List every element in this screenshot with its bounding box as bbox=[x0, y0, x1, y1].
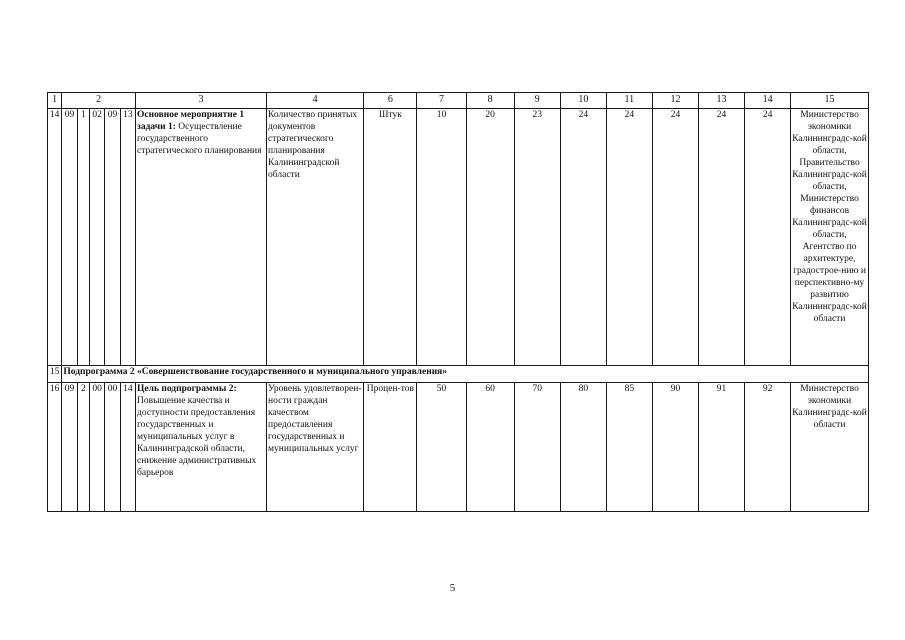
header-cell: 7 bbox=[417, 93, 466, 109]
value-cell: 24 bbox=[652, 109, 698, 366]
header-cell: 15 bbox=[791, 93, 869, 109]
header-cell: 11 bbox=[606, 93, 652, 109]
value-cell: 24 bbox=[606, 109, 652, 366]
value-cell: 50 bbox=[417, 383, 466, 512]
value-cell: 92 bbox=[745, 383, 791, 512]
row-number: 14 bbox=[48, 109, 62, 366]
page-number: 5 bbox=[449, 582, 456, 594]
unit-cell: Процен-тов bbox=[364, 383, 417, 512]
code-cell: 1 bbox=[77, 109, 89, 366]
value-cell: 24 bbox=[560, 109, 606, 366]
table-row bbox=[48, 383, 869, 512]
goal-description: Повышение качества и доступности предоставления государственных и муниципальных услуг в Калининградской области, снижение административных барьеров bbox=[137, 396, 257, 478]
value-cell: 90 bbox=[652, 383, 698, 512]
code-cell: 00 bbox=[105, 383, 120, 512]
indicator-cell: Уровень удовлетворен-ности граждан качеством предоставления государственных и муниципальных услуг bbox=[267, 383, 364, 512]
code-cell: 09 bbox=[62, 109, 77, 366]
row-number: 16 bbox=[48, 383, 62, 512]
responsible-cell: Министерство экономики Калининградс-кой области bbox=[791, 383, 869, 512]
code-cell: 09 bbox=[62, 383, 77, 512]
header-cell: 3 bbox=[136, 93, 267, 109]
value-cell: 23 bbox=[514, 109, 560, 366]
goal-title: Цель подпрограммы 2: bbox=[137, 384, 237, 394]
value-cell: 24 bbox=[698, 109, 744, 366]
value-cell: 80 bbox=[560, 383, 606, 512]
activity-title: Основное мероприятие 1 задачи 1: bbox=[137, 110, 245, 132]
responsible-cell: Министерство экономики Калининградс-кой области, Правительство Калининградс-кой области, Министерство финансов Калининградс-кой области, Агентство по архитектуре, градострое-нию и перспективно-му развитию Калининградс-кой области bbox=[791, 109, 869, 366]
header-cell: 9 bbox=[514, 93, 560, 109]
value-cell: 24 bbox=[745, 109, 791, 366]
goal-cell bbox=[136, 383, 267, 512]
table-row bbox=[48, 366, 869, 383]
header-cell: 14 bbox=[745, 93, 791, 109]
header-cell: 2 bbox=[62, 93, 136, 109]
value-cell: 60 bbox=[466, 383, 514, 512]
header-cell: 8 bbox=[466, 93, 514, 109]
code-cell: 00 bbox=[89, 383, 104, 512]
activity-description: Осуществление государственного стратегического планирования bbox=[137, 122, 262, 156]
code-cell: 02 bbox=[89, 109, 104, 366]
header-cell: 6 bbox=[364, 93, 417, 109]
header-cell: 10 bbox=[560, 93, 606, 109]
code-cell: 13 bbox=[120, 109, 135, 366]
code-cell: 2 bbox=[77, 383, 89, 512]
value-cell: 85 bbox=[606, 383, 652, 512]
header-cell: 12 bbox=[652, 93, 698, 109]
subprogram-title: Подпрограмма 2 «Совершенствование государственного и муниципального управления» bbox=[62, 366, 869, 383]
table-row bbox=[48, 109, 869, 366]
value-cell: 70 bbox=[514, 383, 560, 512]
activity-cell bbox=[136, 109, 267, 366]
header-cell: 4 bbox=[267, 93, 364, 109]
indicator-table bbox=[47, 92, 869, 512]
header-row bbox=[48, 93, 869, 109]
value-cell: 10 bbox=[417, 109, 466, 366]
header-cell: 13 bbox=[698, 93, 744, 109]
unit-cell: Штук bbox=[364, 109, 417, 366]
indicator-cell: Количество принятых документов стратегического планирования Калининградской области bbox=[267, 109, 364, 366]
header-cell: 1 bbox=[48, 93, 62, 109]
code-cell: 09 bbox=[105, 109, 120, 366]
row-number: 15 bbox=[48, 366, 62, 383]
code-cell: 14 bbox=[120, 383, 135, 512]
value-cell: 20 bbox=[466, 109, 514, 366]
value-cell: 91 bbox=[698, 383, 744, 512]
